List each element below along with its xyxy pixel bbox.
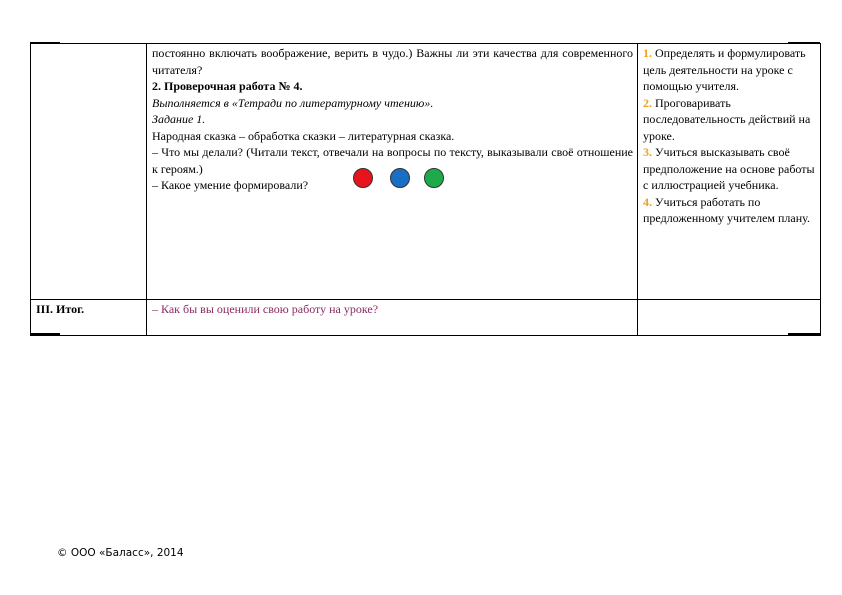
table-row <box>31 300 821 336</box>
stage-label: III. Итог. <box>31 300 147 336</box>
empty-cell <box>638 300 821 336</box>
frame-tick <box>30 333 60 335</box>
lesson-plan-table <box>30 43 821 336</box>
final-question: – Как бы вы оценили свою работу на уроке? <box>147 300 638 336</box>
stage-cell-empty <box>31 44 147 300</box>
frame-tick <box>30 42 60 44</box>
goal-item: 2. Проговаривать последовательность действий на уроке. <box>643 95 811 143</box>
blue-circle-icon <box>390 168 410 188</box>
green-circle-icon <box>424 168 444 188</box>
tales-line: Народная сказка – обработка сказки – литературная сказка. <box>152 128 455 143</box>
work-note: Выполняется в «Тетради по литературному чтению». <box>152 95 434 110</box>
red-circle-icon <box>353 168 373 188</box>
task-label: Задание 1. <box>152 112 206 126</box>
goal-item: 1. Определять и формулировать цель деятельности на уроке с помощью учителя. <box>643 46 806 93</box>
frame-tick <box>788 42 820 44</box>
question-skill: – Какое умение формировали? <box>152 178 309 192</box>
goal-item: 4. Учиться работать по предложенному учителем плану. <box>643 194 810 225</box>
question-what-did-we-do: – Что мы делали? (Читали текст, отвечали на вопросы по тексту, выказывали своё отношение к героям.) <box>152 145 633 176</box>
work-title: 2. Проверочная работа № 4. <box>152 79 303 93</box>
footer-copyright: © ООО «Баласс», 2014 <box>57 547 184 559</box>
goal-item: 3. Учиться высказывать своё предположение на основе работы с иллюстрацией учебника. <box>643 145 815 192</box>
content-paragraph: постоянно включать воображение, верить в чудо.) Важны ли эти качества для современного читателя? <box>152 46 633 77</box>
goals-cell <box>638 44 821 300</box>
frame-tick <box>788 333 820 335</box>
